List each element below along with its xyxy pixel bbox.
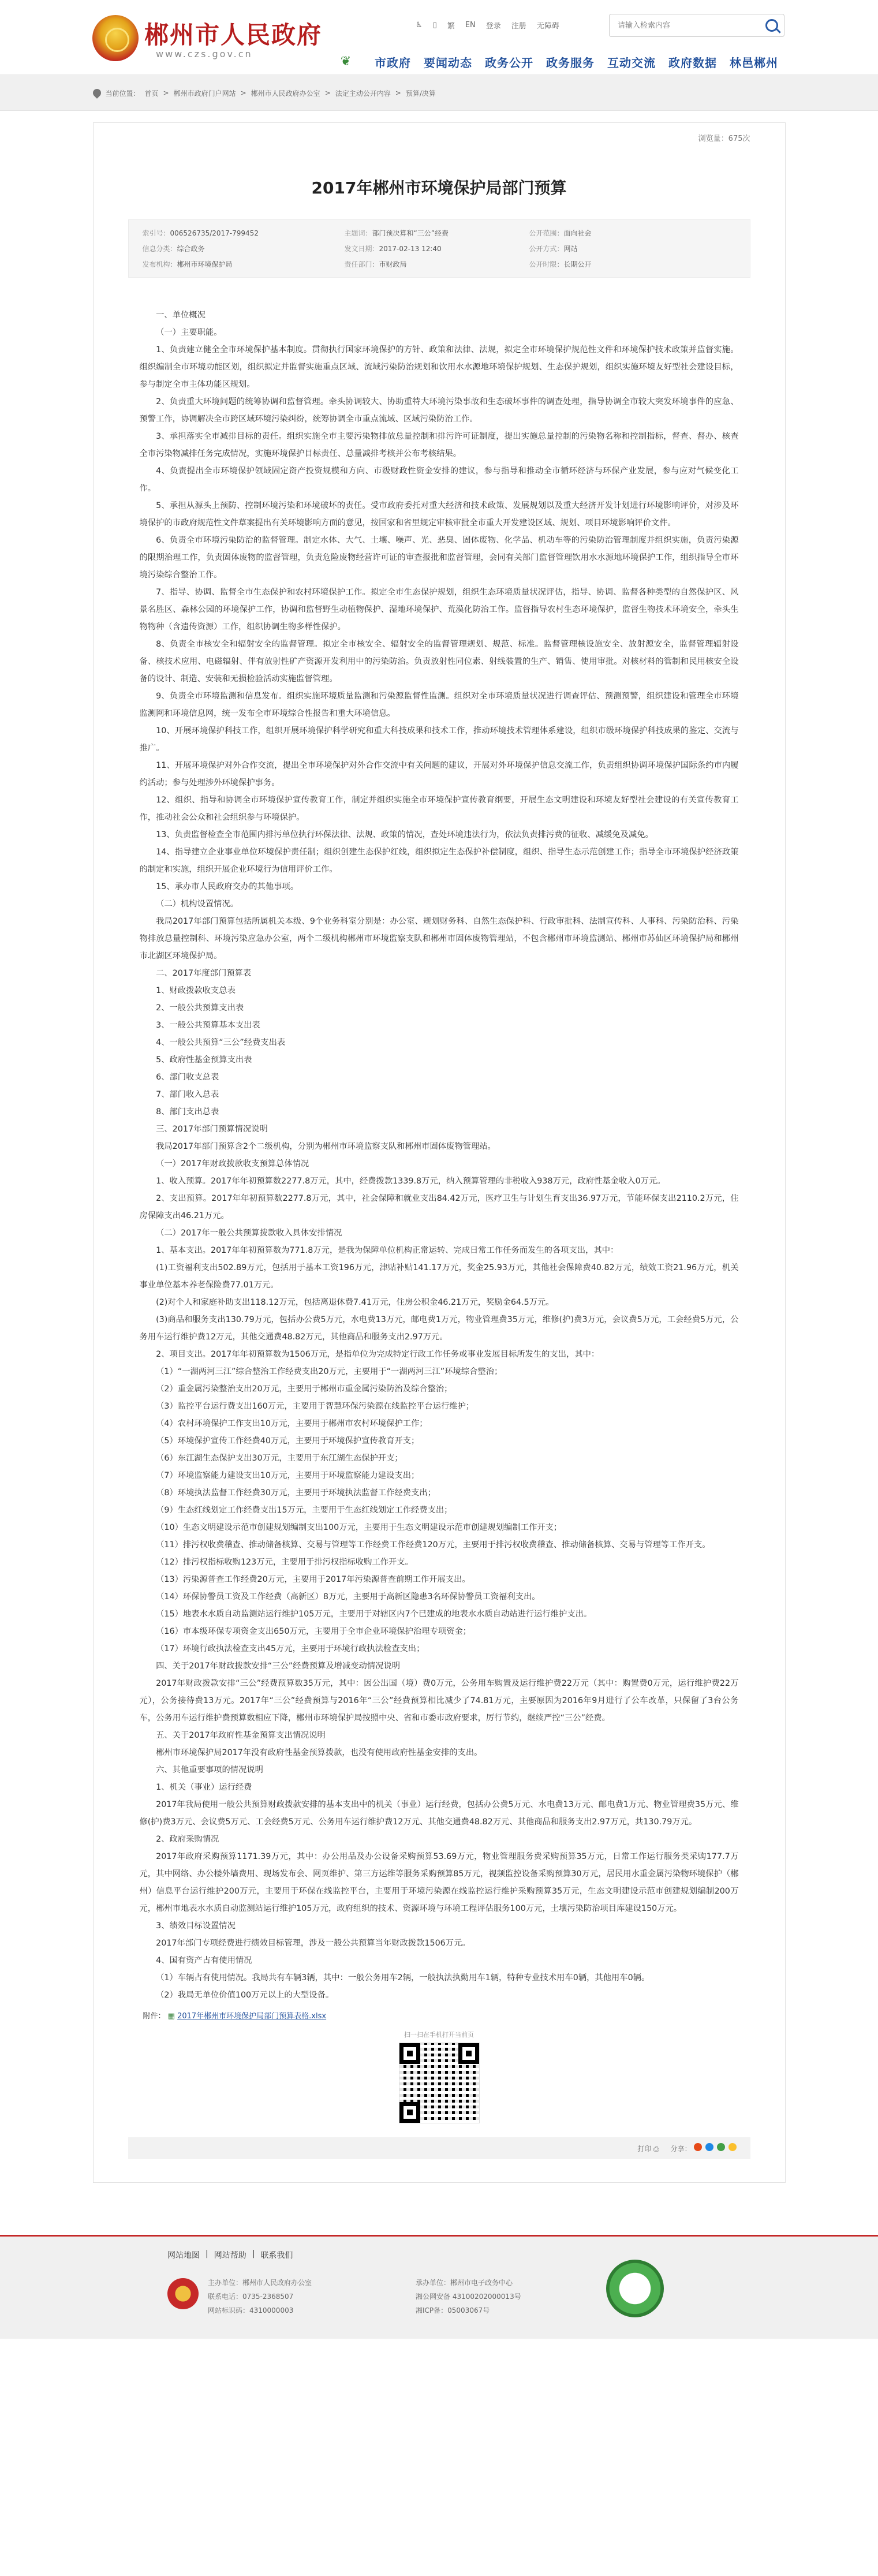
breadcrumb-label: 当前位置： xyxy=(105,89,140,98)
paragraph: 6、部门收支总表 xyxy=(156,1073,219,1082)
paragraph: 1、财政拨款收支总表 xyxy=(156,986,236,995)
paragraph: （6）东江湖生态保护支出30万元，主要用于东江湖生态保护开支； xyxy=(156,1454,403,1463)
meta-value: 面向社会 xyxy=(563,229,592,237)
breadcrumb-sep: > xyxy=(163,89,169,97)
paragraph: 2、负责重大环境问题的统筹协调和监督管理。牵头协调较大、协助重特大环境污染事故和生态破坏事件的调查处理，指导协调全市较大突发环境事件的应急、预警工作，协调解决全市跨区域环境污染纠纷，统筹协调全市重点流域、区域污染防治工作。 xyxy=(139,397,739,424)
meta-value: 市财政局 xyxy=(379,260,407,268)
paragraph: （一）2017年财政拨款收支预算总体情况 xyxy=(156,1159,309,1168)
meta-value: 长期公开 xyxy=(563,260,592,268)
paragraph: （二）机构设置情况。 xyxy=(156,899,239,909)
qr-finder xyxy=(458,2043,479,2064)
paragraph: 11、开展环境保护对外合作交流，提出全市环境保护对外合作交流中有关问题的建议，开展对外环境保护信息交流工作，负责组织协调环境保护国际条约市内履约活动；参与处理涉外环境保护事务。 xyxy=(139,761,739,787)
paragraph: 4、负责提出全市环境保护领域固定资产投资规模和方向、市级财政性资金安排的建议，参与指导和推动全市循环经济与环保产业发展，参与应对气候变化工作。 xyxy=(139,466,739,493)
meta-value: 部门预决算和“三公”经费 xyxy=(372,229,449,237)
paragraph: 1、机关（事业）运行经费 xyxy=(156,1783,252,1792)
share-label: 分享： xyxy=(670,2145,692,2153)
util-english[interactable]: EN xyxy=(465,21,476,29)
paragraph: 6、负责全市环境污染防治的监督管理。制定水体、大气、土壤、噪声、光、恶臭、固体废物、化学品、机动车等的污染防治管理制度并组织实施，负责污染源的限期治理工作，负责固体废物的监督管理，负责危险废物经营许可证的审查报批和监督管理，会同有关部门监督管理饮用水水源地环境保护工作，组织指导全市环境污染综合整治工作。 xyxy=(139,536,739,580)
meta-key: 公开方式： xyxy=(529,245,564,253)
footer-line: 湘ICP备：05003067号 xyxy=(416,2306,490,2314)
attachment-link[interactable]: 2017年郴州市环境保护局部门预算表格.xlsx xyxy=(177,2012,327,2021)
gov-website-badge-icon[interactable] xyxy=(606,2260,664,2317)
nav-item[interactable]: 政务公开 xyxy=(485,55,533,70)
paragraph: 9、负责全市环境监测和信息发布。组织实施环境质量监测和污染源监督性监测。组织对全市环境质量状况进行调查评估、预测预警，组织建设和管理全市环境监测网和环境信息网，统一发布全市环境综合性报告和重大环境信息。 xyxy=(139,692,739,718)
share-group xyxy=(671,2143,737,2153)
paragraph: 一、单位概况 xyxy=(156,311,206,320)
breadcrumb-sep: > xyxy=(395,89,401,97)
paragraph: 1、收入预算。2017年年初预算数2277.8万元，其中，经费拨款1339.8万元，纳入预算管理的非税收入938万元，政府性基金收入0万元。 xyxy=(156,1177,666,1186)
share-icon[interactable] xyxy=(717,2143,725,2151)
breadcrumb xyxy=(93,75,786,111)
paragraph: 12、组织、指导和协调全市环境保护宣传教育工作，制定并组织实施全市环境保护宣传教育纲要，开展生态文明建设和环境友好型社会建设的有关宣传教育工作，推动社会公众和社会组织参与环境保护。 xyxy=(139,796,739,822)
share-icon[interactable] xyxy=(728,2143,737,2151)
paragraph: 郴州市环境保护局2017年没有政府性基金预算拨款，也没有使用政府性基金安排的支出。 xyxy=(156,1748,483,1757)
meta-value: 网站 xyxy=(563,245,578,253)
qr-finder xyxy=(399,2102,420,2123)
meta-key: 公开范围： xyxy=(529,229,564,237)
paragraph: (3)商品和服务支出130.79万元，包括办公费5万元，水电费13万元，邮电费1万元，物业管理费35万元，维修(护)费3万元，会议费5万元，工会经费5万元，公务用车运行维护费12万元，其他交通费48.82万元，其他商品和服务支出2.97万元。 xyxy=(139,1315,739,1342)
search-input[interactable] xyxy=(610,14,754,36)
excel-icon: ▦ xyxy=(167,2012,175,2021)
paragraph: （9）生态红线划定工作经费支出15万元，主要用于生态红线划定工作经费支出； xyxy=(156,1506,453,1515)
footer-info-right xyxy=(416,2276,521,2317)
nav-item[interactable]: 政务服务 xyxy=(546,55,595,70)
national-emblem-icon xyxy=(92,15,139,61)
paragraph: 2、支出预算。2017年年初预算数2277.8万元，其中，社会保障和就业支出84.42万元，医疗卫生与计划生育支出36.97万元，节能环保支出2110.2万元，住房保障支出46.21万元。 xyxy=(139,1194,739,1220)
nav-item[interactable]: 互动交流 xyxy=(607,55,656,70)
paragraph: （15）地表水水质自动监测站运行维护105万元，主要用于对辖区内7个已建成的地表水水质自动站进行运行维护支出。 xyxy=(156,1610,592,1619)
paragraph: （二）2017年一般公共预算拨款收入具体安排情况 xyxy=(156,1229,342,1238)
mobile-icon[interactable]: ▯ xyxy=(432,21,437,29)
meta-field xyxy=(143,244,345,253)
footer-line: 湘公网安备 43100202000013号 xyxy=(416,2293,521,2301)
nav-item[interactable]: 市政府 xyxy=(375,55,411,70)
attachment xyxy=(128,2010,750,2021)
paragraph: （14）环保协警员工资及工作经费（高新区）8万元，主要用于高新区隐患3名环保协警员工资福利支出。 xyxy=(156,1592,540,1601)
main-nav xyxy=(329,53,784,70)
breadcrumb-sep: > xyxy=(324,89,331,97)
meta-value: 2017-02-13 12:40 xyxy=(379,245,442,253)
meta-key: 公开时限： xyxy=(529,260,564,268)
share-icon[interactable] xyxy=(705,2143,713,2151)
paragraph: 2017年财政拨款安排“三公”经费预算数35万元，其中：因公出国（境）费0万元，公务用车购置及运行维护费22万元（其中：购置费0万元，运行维护费22万元），公务接待费13万元。2017年“三公”经费预算与2016年“三公”经费预算相比减少了74.81万元，主要原因为2016年9月进行了公车改革，只保留了3台公务车，公务用车运行维护费预算数相应下降，郴州市环境保护局按照中央、省和市委市政府要求，厉行节约，继续严控“三公”经费。 xyxy=(139,1679,739,1723)
qr-finder xyxy=(399,2043,420,2064)
util-register[interactable]: 注册 xyxy=(511,22,526,31)
footer-link[interactable]: 联系我们 xyxy=(260,2251,293,2260)
paragraph: （10）生态文明建设示范市创建规划编制支出100万元，主要用于生态文明建设示范市创建规划编制工作开支； xyxy=(156,1523,562,1532)
meta-key: 主题词： xyxy=(344,229,372,237)
paragraph: 2017年政府采购预算1171.39万元，其中：办公用品及办公设备采购预算53.69万元，物业管理服务费采购预算35万元，日常工作运行服务类采购177.7万元，其中网络、办公楼外墙费用、现场发布会、网页维护、第三方运维等服务采购预算85万元，视频监控设备采购预算30万元，居民用水重金属污染物环境保护（郴州）信息平台运行维护200万元，主要用于环保在线监控平台，主要用于环境污染源在线监控运行维护采购预算35万元，生态文明建设示范市创建规划编制200万元，郴州市地表水水质自动监测站运行维护105万元，政府组织的技术、资源环境与环境工程评估服务100万元，土壤污染防治项目库建设150万元。 xyxy=(139,1852,739,1913)
meta-value: 006526735/2017-799452 xyxy=(170,229,259,237)
breadcrumb-bar xyxy=(0,75,878,111)
paragraph: (2)对个人和家庭补助支出118.12万元，包括离退休费7.41万元，住房公积金46.21万元，奖励金64.5万元。 xyxy=(156,1298,554,1307)
paragraph: 1、基本支出。2017年年初预算数为771.8万元，是我为保障单位机构正常运转、完成日常工作任务而发生的各项支出，其中： xyxy=(156,1246,619,1255)
paragraph: 五、关于2017年政府性基金预算支出情况说明 xyxy=(156,1731,326,1740)
footer-links xyxy=(167,2249,293,2261)
paragraph: （8）环境执法监督工作经费30万元，主要用于环境执法监督工作经费支出； xyxy=(156,1488,436,1498)
nav-item[interactable]: 林邑郴州 xyxy=(730,55,778,70)
paragraph: （11）排污权收费稽查、推动储备核算、交易与管理等工作经费工作经费120万元，主要用于排污权收费稽查、推动储备核算、交易与管理等工作开支。 xyxy=(156,1540,711,1550)
breadcrumb-item[interactable]: 郴州市人民政府办公室 xyxy=(251,89,320,98)
utility-bar xyxy=(416,20,559,31)
accessibility-icon[interactable]: ♿ xyxy=(416,21,423,29)
view-count: 浏览量：675次 xyxy=(698,135,750,143)
paragraph: （1）车辆占有使用情况。我局共有车辆3辆，其中：一般公务用车2辆，一般执法执勤用车1辆，特种专业技术用车0辆，其他用车0辆。 xyxy=(156,1973,650,1983)
paragraph: 15、承办市人民政府交办的其他事项。 xyxy=(156,882,299,891)
util-traditional[interactable]: 繁 xyxy=(447,22,455,31)
breadcrumb-item[interactable]: 郴州市政府门户网站 xyxy=(173,89,236,98)
location-icon xyxy=(91,87,103,99)
share-icons xyxy=(694,2143,737,2151)
meta-field xyxy=(345,259,529,269)
paragraph: 4、国有资产占有使用情况 xyxy=(156,1956,252,1965)
paragraph: （5）环境保护宣传工作经费40万元，主要用于环境保护宣传教育开支； xyxy=(156,1436,420,1446)
qr-code xyxy=(399,2043,480,2123)
paragraph: 3、一般公共预算基本支出表 xyxy=(156,1021,260,1030)
paragraph: （12）排污权指标收购123万元，主要用于排污权指标收购工作开支。 xyxy=(156,1558,413,1567)
site-footer xyxy=(0,2235,878,2339)
nav-item[interactable]: 要闻动态 xyxy=(424,55,472,70)
breadcrumb-item[interactable]: 法定主动公开内容 xyxy=(335,89,391,98)
paragraph: 13、负责监督检查全市范围内排污单位执行环保法律、法规、政策的情况，查处环境违法行为，依法负责排污费的征收、减缓免及减免。 xyxy=(156,830,653,839)
footer-line: 联系电话：0735-2368507 xyxy=(208,2293,294,2301)
paragraph: 8、负责全市核安全和辐射安全的监督管理。拟定全市核安全、辐射安全的监督管理规划、规范、标准。监督管理核设施安全、放射源安全，监督管理辐射设备、核技术应用、电磁辐射、伴有放射性矿产资源开发利用中的污染防治。负责放射性同位素、射线装置的生产、销售、使用审批。对核材料的管制和民用核安全设备的设计、制造、安装和无损检验活动实施监督管理。 xyxy=(139,640,739,684)
paragraph: （3）监控平台运行费支出160万元，主要用于智慧环保污染源在线监控平台运行维护； xyxy=(156,1402,475,1411)
paragraph: 2、政府采购情况 xyxy=(156,1835,219,1844)
paragraph: （一）主要职能。 xyxy=(156,328,222,337)
meta-field xyxy=(529,228,736,238)
search-box xyxy=(609,14,784,37)
paragraph: （7）环境监察能力建设支出10万元，主要用于环境监察能力建设支出； xyxy=(156,1471,420,1480)
page-title: 2017年郴州市环境保护局部门预算 xyxy=(311,178,567,197)
meta-value: 综合政务 xyxy=(177,245,205,253)
paragraph: 3、承担落实全市减排目标的责任。组织实施全市主要污染物排放总量控制和排污许可证制度，提出实施总量控制的污染物名称和控制指标，督查、督办、核查全市污染物减排任务完成情况，实施环境保护目标责任、总量减排考核并公布考核结果。 xyxy=(139,432,739,458)
footer-sep: | xyxy=(252,2249,255,2258)
article-body xyxy=(128,278,750,2004)
footer-link[interactable]: 网站地图 xyxy=(167,2251,200,2260)
paragraph: （2）重金属污染整治支出20万元，主要用于郴州市重金属污染防治及综合整治； xyxy=(156,1384,453,1394)
paragraph: 我局2017年部门预算包括所属机关本级、9个业务科室分别是：办公室、规划财务科、自然生态保护科、行政审批科、法制宣传科、人事科、污染防治科、污染物排放总量控制科、环境污染应急办公室，两个二级机构郴州市环境监察支队和郴州市固体废物管理站，不包含郴州市环境监测站、郴州市苏仙区环境保护局和郴州市北湖区环境保护局。 xyxy=(139,917,739,961)
paragraph: 14、指导建立企业事业单位环境保护责任制；组织创建生态保护红线，组织拟定生态保护补偿制度，组织、指导生态示范创建工作；指导全市环境保护经济政策的制定和实施，组织开展企业环境行为信用评价工作。 xyxy=(139,848,739,874)
paragraph: 2、项目支出。2017年年初预算数为1506万元，是指单位为完成特定行政工作任务或事业发展目标所发生的支出，其中： xyxy=(156,1350,600,1359)
site-domain: www.czs.gov.cn xyxy=(156,48,253,59)
paragraph: 7、指导、协调、监督全市生态保护和农村环境保护工作。拟定全市生态保护规划，组织生态环境质量状况评估，指导、协调、监督各种类型的自然保护区、风景名胜区、森林公园的环境保护工作，协调和监督野生动植物保护、湿地环境保护、荒漠化防治工作。监督指导农村生态环境保护，监督生物技术环境安全，牵头生物物种（含遗传资源）工作，组织协调生物多样性保护。 xyxy=(139,588,739,632)
paragraph: 5、政府性基金预算支出表 xyxy=(156,1055,252,1065)
paragraph: （13）污染源普查工作经费20万元，主要用于2017年污染源普查前期工作开展支出。 xyxy=(156,1575,470,1584)
paragraph: 三、2017年部门预算情况说明 xyxy=(156,1125,268,1134)
footer-sep: | xyxy=(206,2249,208,2258)
paragraph: 10、开展环境保护科技工作，组织开展环境保护科学研究和重大科技成果和技术工作，推动环境技术管理体系建设，组织市级环境保护科技成果的鉴定、交流与推广。 xyxy=(139,726,739,753)
footer-line: 主办单位：郴州市人民政府办公室 xyxy=(208,2279,312,2287)
print-label: 打印 xyxy=(637,2144,652,2153)
qr-caption: 扫一扫在手机打开当前页 xyxy=(404,2031,474,2039)
meta-field xyxy=(345,244,529,253)
printer-icon: ⎙ xyxy=(653,2144,659,2153)
paragraph: 5、承担从源头上预防、控制环境污染和环境破坏的责任。受市政府委托对重大经济和技术政策、发展规划以及重大经济开发计划进行环境影响评价，对涉及环境保护的市政府规范性文件草案提出有关环境影响方面的意见，按国家和省里规定审核审批全市重大开发建设区域、规划、项目环境影响评价文件。 xyxy=(139,501,739,528)
site-name[interactable]: 郴州市人民政府 xyxy=(144,21,323,49)
meta-key: 索引号： xyxy=(142,229,170,237)
util-login[interactable]: 登录 xyxy=(485,22,501,31)
article-container xyxy=(93,122,786,2183)
paragraph: （1）“一湖两河三江”综合整治工作经费支出20万元，主要用于“一湖两河三江”环境综合整治； xyxy=(156,1367,503,1376)
paragraph: 4、一般公共预算“三公”经费支出表 xyxy=(156,1038,286,1047)
search-icon[interactable] xyxy=(765,19,778,32)
meta-key: 责任部门： xyxy=(344,260,379,268)
share-bar xyxy=(128,2137,750,2159)
footer-line: 承办单位：郴州市电子政务中心 xyxy=(416,2279,513,2287)
paragraph: 7、部门收入总表 xyxy=(156,1090,219,1099)
paragraph: （16）市本级环保专项资金支出650万元，主要用于全市企业环境保护治理专项资金； xyxy=(156,1627,471,1636)
breadcrumb-item[interactable]: 预算/决算 xyxy=(405,89,436,98)
meta-value: 郴州市环境保护局 xyxy=(177,260,233,268)
qr-section xyxy=(128,2030,750,2126)
paragraph: 2017年部门专项经费进行绩效目标管理，涉及一般公共预算当年财政拨款1506万元。 xyxy=(156,1939,470,1948)
paragraph: 四、关于2017年财政拨款安排“三公”经费预算及增减变动情况说明 xyxy=(156,1662,401,1671)
paragraph: 2、一般公共预算支出表 xyxy=(156,1003,244,1013)
meta-key: 发布机构： xyxy=(142,260,177,268)
paragraph: （2）我局无单位价值100万元以上的大型设备。 xyxy=(156,1991,334,2000)
print-button[interactable] xyxy=(637,2144,659,2153)
meta-field xyxy=(529,259,736,269)
breadcrumb-item[interactable]: 首页 xyxy=(144,89,159,98)
share-icon[interactable] xyxy=(694,2143,702,2151)
meta-field xyxy=(529,244,736,253)
nav-item[interactable]: 政府数据 xyxy=(668,55,717,70)
paragraph: 二、2017年度部门预算表 xyxy=(156,969,252,978)
paragraph: 1、负责建立健全全市环境保护基本制度。贯彻执行国家环境保护的方针、政策和法律、法规，拟定全市环境保护规范性文件和环境保护技术政策并监督实施。组织编制全市环境功能区划，组织拟定并监督实施重点区域、流域污染防治规划和饮用水水源地环境保护规划、生态保护规划，组织实施环境友好型社会建设目标，参与制定全市主体功能区规划。 xyxy=(139,345,739,389)
meta-key: 信息分类： xyxy=(142,245,177,253)
paragraph: 2017年我局使用一般公共预算财政拨款安排的基本支出中的机关（事业）运行经费，包括办公费5万元、水电费13万元、邮电费1万元、物业管理费35万元、维修(护)费3万元、会议费5万元、工会经费5万元、公务用车运行维护费12万元、其他交通费48.82万元、其他商品和服务支出2.97万元，共130.79万元。 xyxy=(139,1800,739,1827)
meta-key: 发文日期： xyxy=(344,245,379,253)
paragraph: 3、绩效目标设置情况 xyxy=(156,1921,236,1931)
breadcrumb-sep: > xyxy=(240,89,246,97)
meta-field xyxy=(143,259,345,269)
paragraph: （4）农村环境保护工作支出10万元，主要用于郴州市农村环境保护工作； xyxy=(156,1419,428,1428)
attachment-label: 附件： xyxy=(143,2012,166,2021)
footer-line: 网站标识码：4310000003 xyxy=(208,2306,294,2314)
article-meta xyxy=(128,219,750,278)
bird-logo-icon: ❦ xyxy=(340,54,352,69)
footer-info-left xyxy=(208,2276,312,2317)
paragraph: (1)工资福利支出502.89万元，包括用于基本工资196万元，津贴补贴141.17万元，奖金25.93万元，其他社会保障费40.82万元，绩效工资21.96万元，机关事业单位基本养老保险费77.01万元。 xyxy=(139,1263,739,1290)
meta-field xyxy=(143,228,345,238)
paragraph: 六、其他重要事项的情况说明 xyxy=(156,1765,263,1775)
site-header xyxy=(0,0,878,75)
paragraph: 8、部门支出总表 xyxy=(156,1107,219,1117)
meta-field xyxy=(345,228,529,238)
party-emblem-icon[interactable] xyxy=(167,2278,199,2309)
paragraph: （17）环境行政执法检查支出45万元，主要用于环境行政执法检查支出； xyxy=(156,1644,425,1653)
util-barrier-free[interactable]: 无障碍 xyxy=(536,22,559,31)
paragraph: 我局2017年部门预算含2个二级机构，分别为郴州市环境监察支队和郴州市固体废物管理站。 xyxy=(156,1142,496,1151)
footer-link[interactable]: 网站帮助 xyxy=(214,2251,246,2260)
